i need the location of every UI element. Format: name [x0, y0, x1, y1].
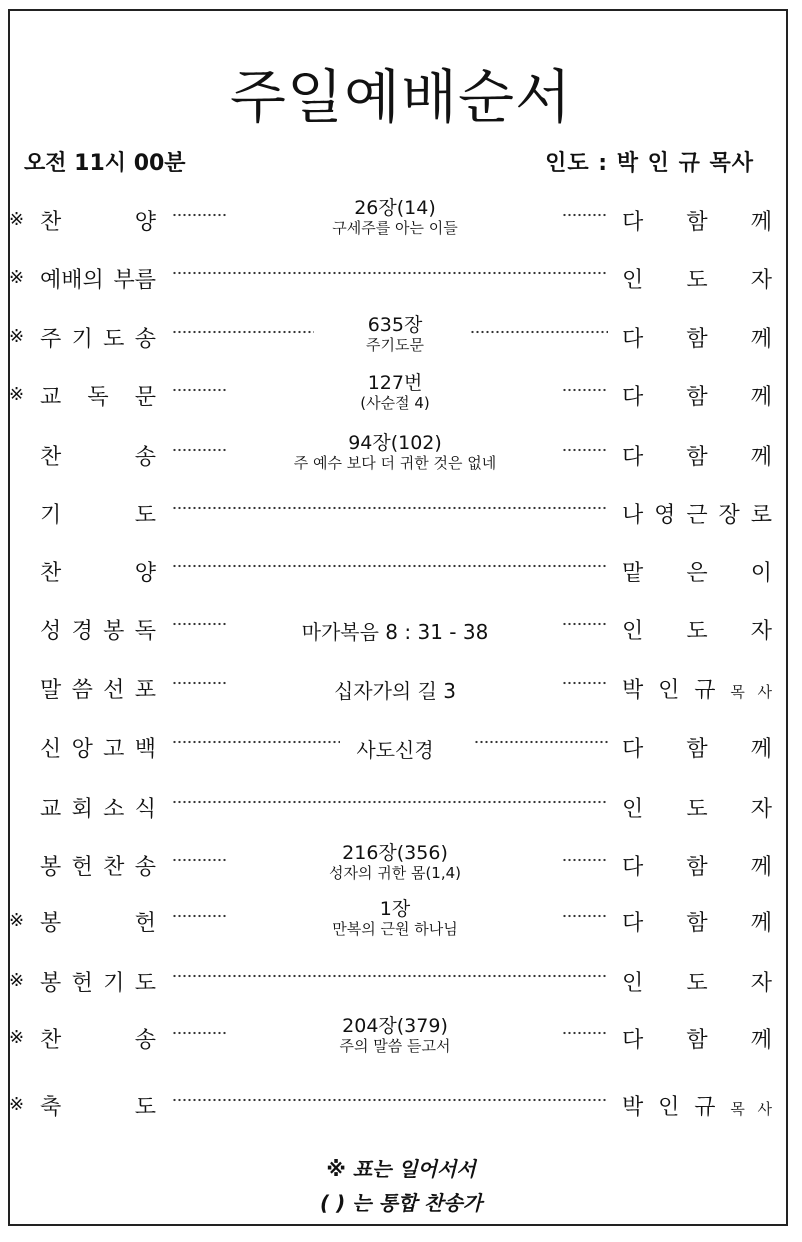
dot-leader: [562, 677, 608, 689]
hymn-title: 성자의 귀한 몸(1,4): [328, 864, 462, 882]
item-label: 성 경 봉 독: [40, 619, 156, 644]
hymn-number: 1장: [379, 898, 411, 920]
order-item-opening-praise: [0, 195, 802, 245]
hymn-number: 26장(14): [354, 197, 436, 219]
dot-leader: [172, 618, 227, 630]
item-label: 예배의 부름: [40, 268, 156, 293]
order-item-prayer: [0, 488, 802, 538]
dot-leader: [172, 560, 608, 572]
order-item-announcements: [0, 782, 802, 832]
item-person: 다 함 께: [622, 855, 772, 880]
service-time: 오전 11시 00분: [24, 151, 186, 176]
item-person: 다 함 께: [622, 385, 772, 410]
order-item-scripture-reading: [0, 604, 802, 654]
item-label: 교 독 문: [40, 385, 156, 410]
order-item-benediction: [0, 1080, 802, 1130]
order-item-offertory-prayer: [0, 956, 802, 1006]
dot-leader: [172, 677, 227, 689]
dot-leader: [562, 384, 608, 396]
creed-name: 사도신경: [356, 738, 434, 762]
dot-leader: [172, 910, 227, 922]
reading-title: (사순절 4): [360, 394, 430, 412]
hymn-title: 주 예수 보다 더 귀한 것은 없네: [293, 454, 497, 472]
item-person: 다 함 께: [622, 327, 772, 352]
dot-leader: [172, 444, 227, 456]
item-label: 주 기 도 송: [40, 327, 156, 352]
reading-number: 127번: [367, 372, 423, 394]
item-label: 봉 헌 찬 송: [40, 855, 156, 880]
dot-leader: [470, 326, 608, 338]
standing-mark: ※: [9, 267, 25, 288]
dot-leader: [172, 384, 227, 396]
dot-leader: [562, 618, 608, 630]
standing-mark: ※: [9, 1027, 25, 1048]
standing-mark: ※: [9, 1094, 25, 1115]
standing-mark: ※: [9, 209, 25, 230]
order-item-hymn: [0, 430, 802, 480]
item-person: [622, 673, 772, 704]
dot-leader: [562, 444, 608, 456]
item-label: 찬 양: [40, 561, 156, 586]
item-person: 다 함 께: [622, 445, 772, 470]
item-person: 다 함 께: [622, 737, 772, 762]
person-title: 목 사: [730, 683, 772, 701]
item-label: 찬 양: [40, 210, 156, 235]
hymn-number: 216장(356): [342, 842, 448, 864]
footer-hymnal-note: ( ) 는 통합 찬송가: [319, 1191, 483, 1215]
item-person: 인 도 자: [622, 971, 772, 996]
dot-leader: [172, 796, 608, 808]
order-item-sermon: [0, 663, 802, 713]
standing-mark: ※: [9, 910, 25, 931]
hymn-title: 주기도문: [366, 336, 424, 354]
order-item-lords-prayer-song: [0, 312, 802, 362]
dot-leader: [172, 1094, 608, 1106]
item-label: 기 도: [40, 503, 156, 528]
item-person: 다 함 께: [622, 1028, 772, 1053]
hymn-title: 구세주를 아는 이들: [332, 219, 458, 237]
dot-leader: [562, 1027, 608, 1039]
scripture-reference: 마가복음 8 : 31 - 38: [301, 620, 489, 644]
dot-leader: [562, 910, 608, 922]
order-item-creed: [0, 722, 802, 772]
hymn-number: 94장(102): [348, 432, 442, 454]
item-label: 축 도: [40, 1095, 156, 1120]
hymn-number: 204장(379): [342, 1015, 448, 1037]
item-label: 봉 헌 기 도: [40, 971, 156, 996]
standing-mark: ※: [9, 970, 25, 991]
hymn-number: 635장: [367, 314, 423, 336]
item-person: 인 도 자: [622, 797, 772, 822]
item-label: 교 회 소 식: [40, 797, 156, 822]
standing-mark: ※: [9, 384, 25, 405]
order-item-offertory-hymn: [0, 840, 802, 890]
order-item-choir-praise: [0, 546, 802, 596]
dot-leader: [172, 970, 608, 982]
item-label: 찬 송: [40, 445, 156, 470]
item-person: 다 함 께: [622, 210, 772, 235]
standing-mark: ※: [9, 326, 25, 347]
item-label: 봉 헌: [40, 911, 156, 936]
order-item-call-to-worship: [0, 253, 802, 303]
hymn-title: 만복의 근원 하나님: [332, 920, 458, 938]
hymn-title: 주의 말씀 듣고서: [339, 1037, 451, 1055]
item-person: 다 함 께: [622, 911, 772, 936]
item-person: 인 도 자: [622, 268, 772, 293]
page-title: 주일예배순서: [229, 63, 573, 131]
person-name: 박 인 규: [622, 678, 716, 703]
order-item-responsive-reading: [0, 370, 802, 420]
item-label: 말 씀 선 포: [40, 678, 156, 703]
dot-leader: [172, 854, 227, 866]
dot-leader: [172, 267, 608, 279]
dot-leader: [172, 209, 227, 221]
sermon-title: 십자가의 길 3: [333, 679, 457, 703]
item-person: 나 영 근 장 로: [622, 503, 772, 528]
service-leader: 인도 : 박 인 규 목사: [545, 151, 754, 176]
item-person: 맡 은 이: [622, 561, 772, 586]
person-title: 목 사: [730, 1100, 772, 1118]
item-person: 인 도 자: [622, 619, 772, 644]
footer-standing-note: ※ 표는 일어서서: [326, 1157, 476, 1181]
order-item-closing-hymn: [0, 1013, 802, 1063]
item-label: 찬 송: [40, 1028, 156, 1053]
dot-leader: [172, 1027, 227, 1039]
dot-leader: [172, 502, 608, 514]
dot-leader: [562, 209, 608, 221]
order-item-offering: [0, 896, 802, 946]
dot-leader: [562, 854, 608, 866]
item-person: [622, 1090, 772, 1121]
item-label: 신 앙 고 백: [40, 737, 156, 762]
person-name: 박 인 규: [622, 1095, 716, 1120]
dot-leader: [474, 736, 608, 748]
